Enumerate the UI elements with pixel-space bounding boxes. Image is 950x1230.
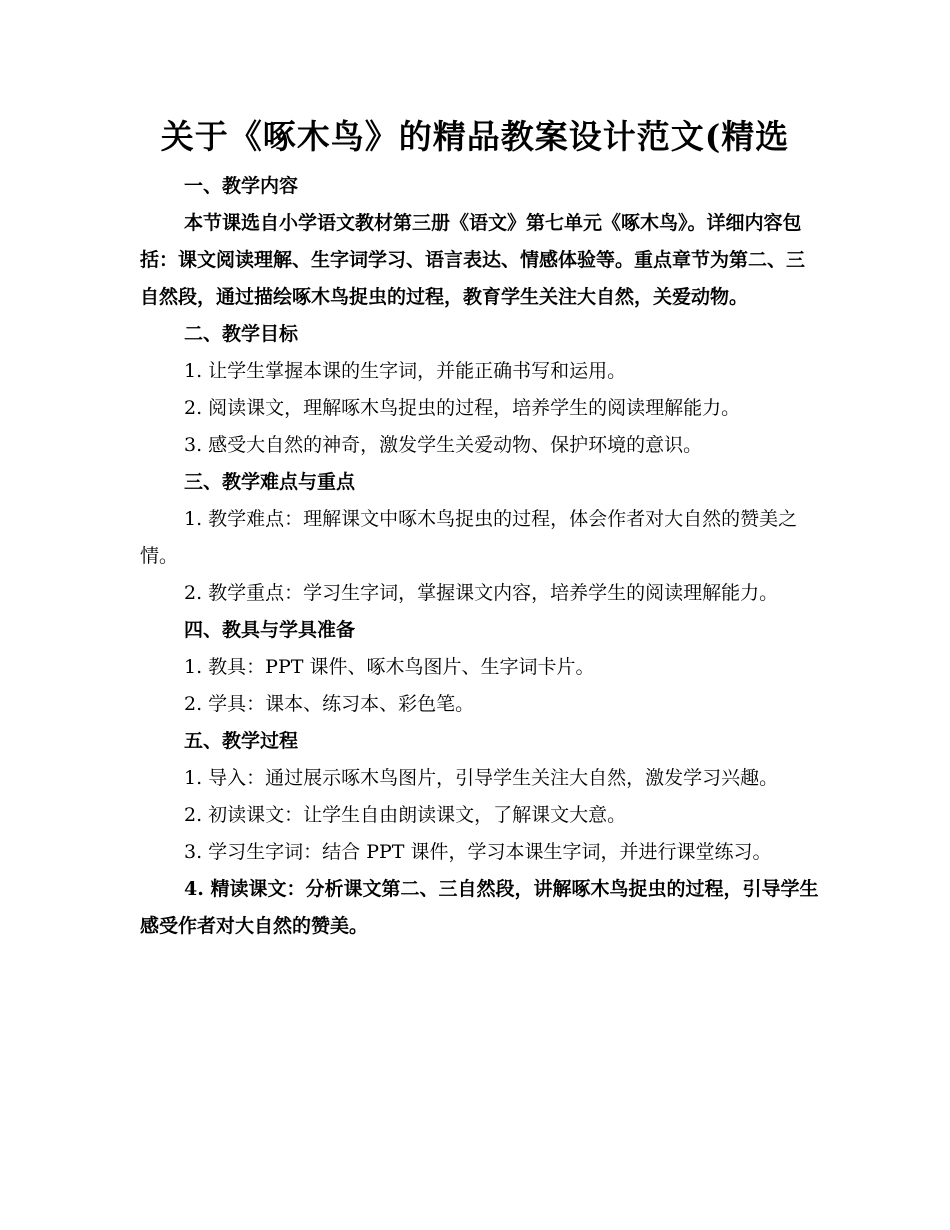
section-teaching-content	[140, 168, 820, 316]
list-item: 3. 学习生字词：结合 PPT 课件，学习本课生字词，并进行课堂练习。	[184, 841, 772, 863]
section-heading: 四、教具与学具准备	[184, 619, 356, 641]
list-item: 3. 感受大自然的神奇，激发学生关爱动物、保护环境的意识。	[184, 434, 703, 456]
list-item: 1. 教具：PPT 课件、啄木鸟图片、生字词卡片。	[184, 656, 595, 678]
document-title: 关于《啄木鸟》的精品教案设计范文(精选	[160, 117, 790, 156]
list-item: 2. 学具：课本、练习本、彩色笔。	[184, 693, 475, 715]
section-teaching-goals	[140, 316, 820, 464]
list-item: 4. 精读课文：分析课文第二、三自然段，讲解啄木鸟捉虫的过程，引导学生感受作者对大自然的赞美。	[140, 878, 819, 937]
list-item: 2. 阅读课文，理解啄木鸟捉虫的过程，培养学生的阅读理解能力。	[184, 397, 741, 419]
section-heading: 五、教学过程	[184, 730, 299, 752]
list-item: 1. 让学生掌握本课的生字词，并能正确书写和运用。	[184, 360, 627, 382]
list-item: 2. 教学重点：学习生字词，掌握课文内容，培养学生的阅读理解能力。	[184, 582, 779, 604]
list-item: 1. 教学难点：理解课文中啄木鸟捉虫的过程，体会作者对大自然的赞美之情。	[140, 508, 798, 567]
section-heading: 三、教学难点与重点	[184, 471, 356, 493]
list-item: 1. 导入：通过展示啄木鸟图片，引导学生关注大自然，激发学习兴趣。	[184, 767, 779, 789]
list-item: 2. 初读课文：让学生自由朗读课文，了解课文大意。	[184, 804, 627, 826]
paragraph: 本节课选自小学语文教材第三册《语文》第七单元《啄木鸟》。详细内容包括：课文阅读理解、生字词学习、语言表达、情感体验等。重点章节为第二、三自然段，通过描绘啄木鸟捉虫的过程，教育学生关注大自然，关爱动物。	[140, 212, 806, 308]
section-key-points	[140, 464, 820, 612]
section-materials	[140, 612, 820, 723]
section-teaching-process	[140, 723, 820, 945]
section-heading: 一、教学内容	[184, 175, 299, 197]
document-body	[140, 168, 820, 945]
section-heading: 二、教学目标	[184, 323, 299, 345]
